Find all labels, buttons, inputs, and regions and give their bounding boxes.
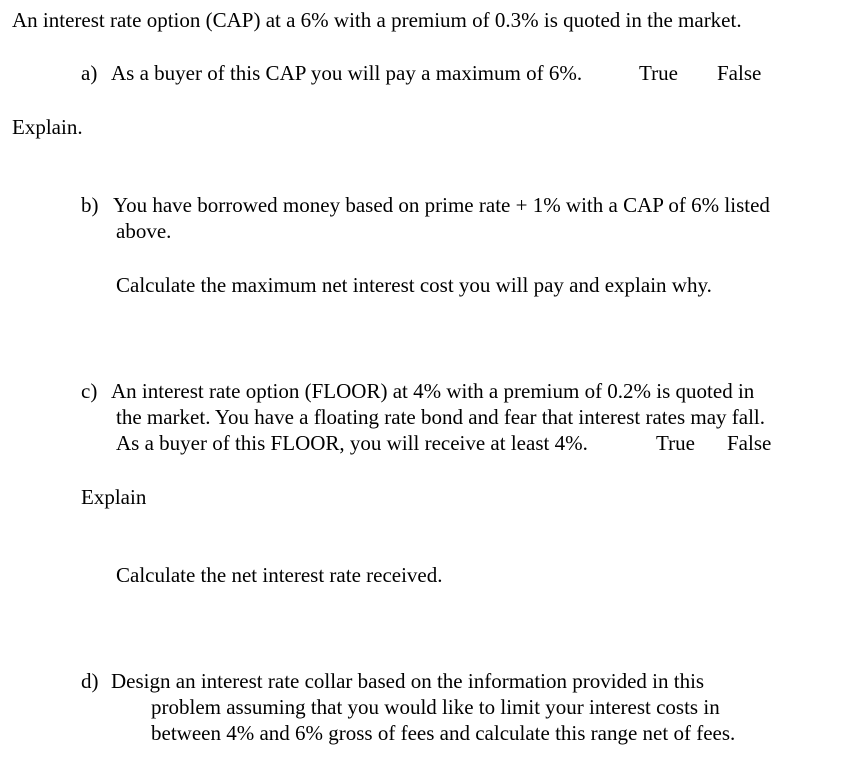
- question-b-line-2: above.: [116, 219, 172, 243]
- question-a-marker: a): [81, 61, 98, 85]
- question-d-line-3: between 4% and 6% gross of fees and calculate this range net of fees.: [151, 721, 736, 745]
- question-c-false-option: False: [727, 431, 772, 455]
- question-b-marker: b): [81, 193, 99, 217]
- question-a-false-option: False: [717, 61, 762, 85]
- question-c-line-3: As a buyer of this FLOOR, you will receive at least 4%.: [116, 431, 588, 455]
- question-d-marker: d): [81, 669, 99, 693]
- question-c-line-2: the market. You have a floating rate bond and fear that interest rates may fall.: [116, 405, 766, 429]
- intro-text: An interest rate option (CAP) at a 6% with a premium of 0.3% is quoted in the market.: [12, 8, 742, 32]
- question-b-instruction: Calculate the maximum net interest cost you will pay and explain why.: [116, 273, 712, 297]
- question-b-line-1: You have borrowed money based on prime rate + 1% with a CAP of 6% listed: [113, 193, 770, 217]
- question-c-explain-label: Explain: [81, 485, 147, 509]
- question-d-line-1: Design an interest rate collar based on the information provided in this: [111, 669, 705, 693]
- question-a-explain-label: Explain.: [12, 115, 83, 139]
- question-d-line-2: problem assuming that you would like to limit your interest costs in: [151, 695, 720, 719]
- question-c-instruction: Calculate the net interest rate received.: [116, 563, 443, 587]
- question-a-text: As a buyer of this CAP you will pay a maximum of 6%.: [111, 61, 583, 85]
- question-a-true-option: True: [639, 61, 678, 85]
- question-c-line-1: An interest rate option (FLOOR) at 4% with a premium of 0.2% is quoted in: [111, 379, 755, 403]
- question-c-true-option: True: [656, 431, 695, 455]
- question-c-marker: c): [81, 379, 98, 403]
